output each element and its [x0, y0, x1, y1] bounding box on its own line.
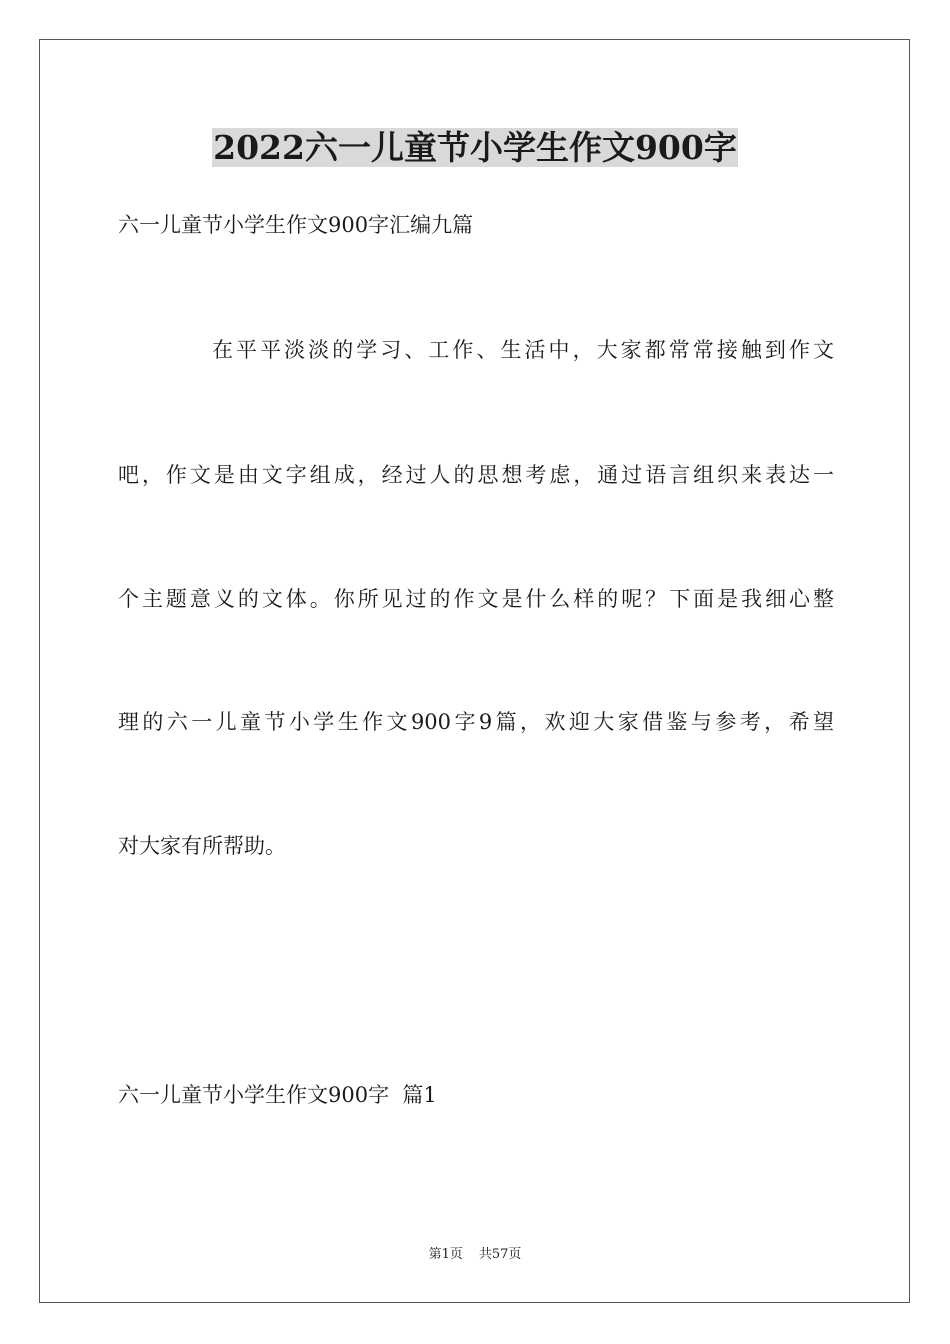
document-title-text: 2022六一儿童节小学生作文900字: [213, 128, 737, 167]
intro-line-1: 在平平淡淡的学习、工作、生活中，大家都常常接触到作文: [212, 338, 834, 362]
intro-line-2: 吧，作文是由文字组成，经过人的思想考虑，通过语言组织来表达一: [118, 463, 834, 487]
document-title: [0, 128, 950, 168]
intro-line-4: 理的六一儿童节小学生作文900字9篇，欢迎大家借鉴与参考，希望: [118, 710, 834, 734]
document-subtitle: 六一儿童节小学生作文900字汇编九篇: [118, 213, 474, 237]
section-heading: 六一儿童节小学生作文900字 篇1: [118, 1083, 437, 1107]
intro-line-3: 个主题意义的文体。你所见过的作文是什么样的呢？下面是我细心整: [118, 587, 834, 611]
page-number: 第1页: [428, 1247, 463, 1262]
intro-line-5: 对大家有所帮助。: [118, 834, 286, 858]
page-total: 共57页: [478, 1247, 522, 1262]
page-footer: [0, 1245, 950, 1265]
